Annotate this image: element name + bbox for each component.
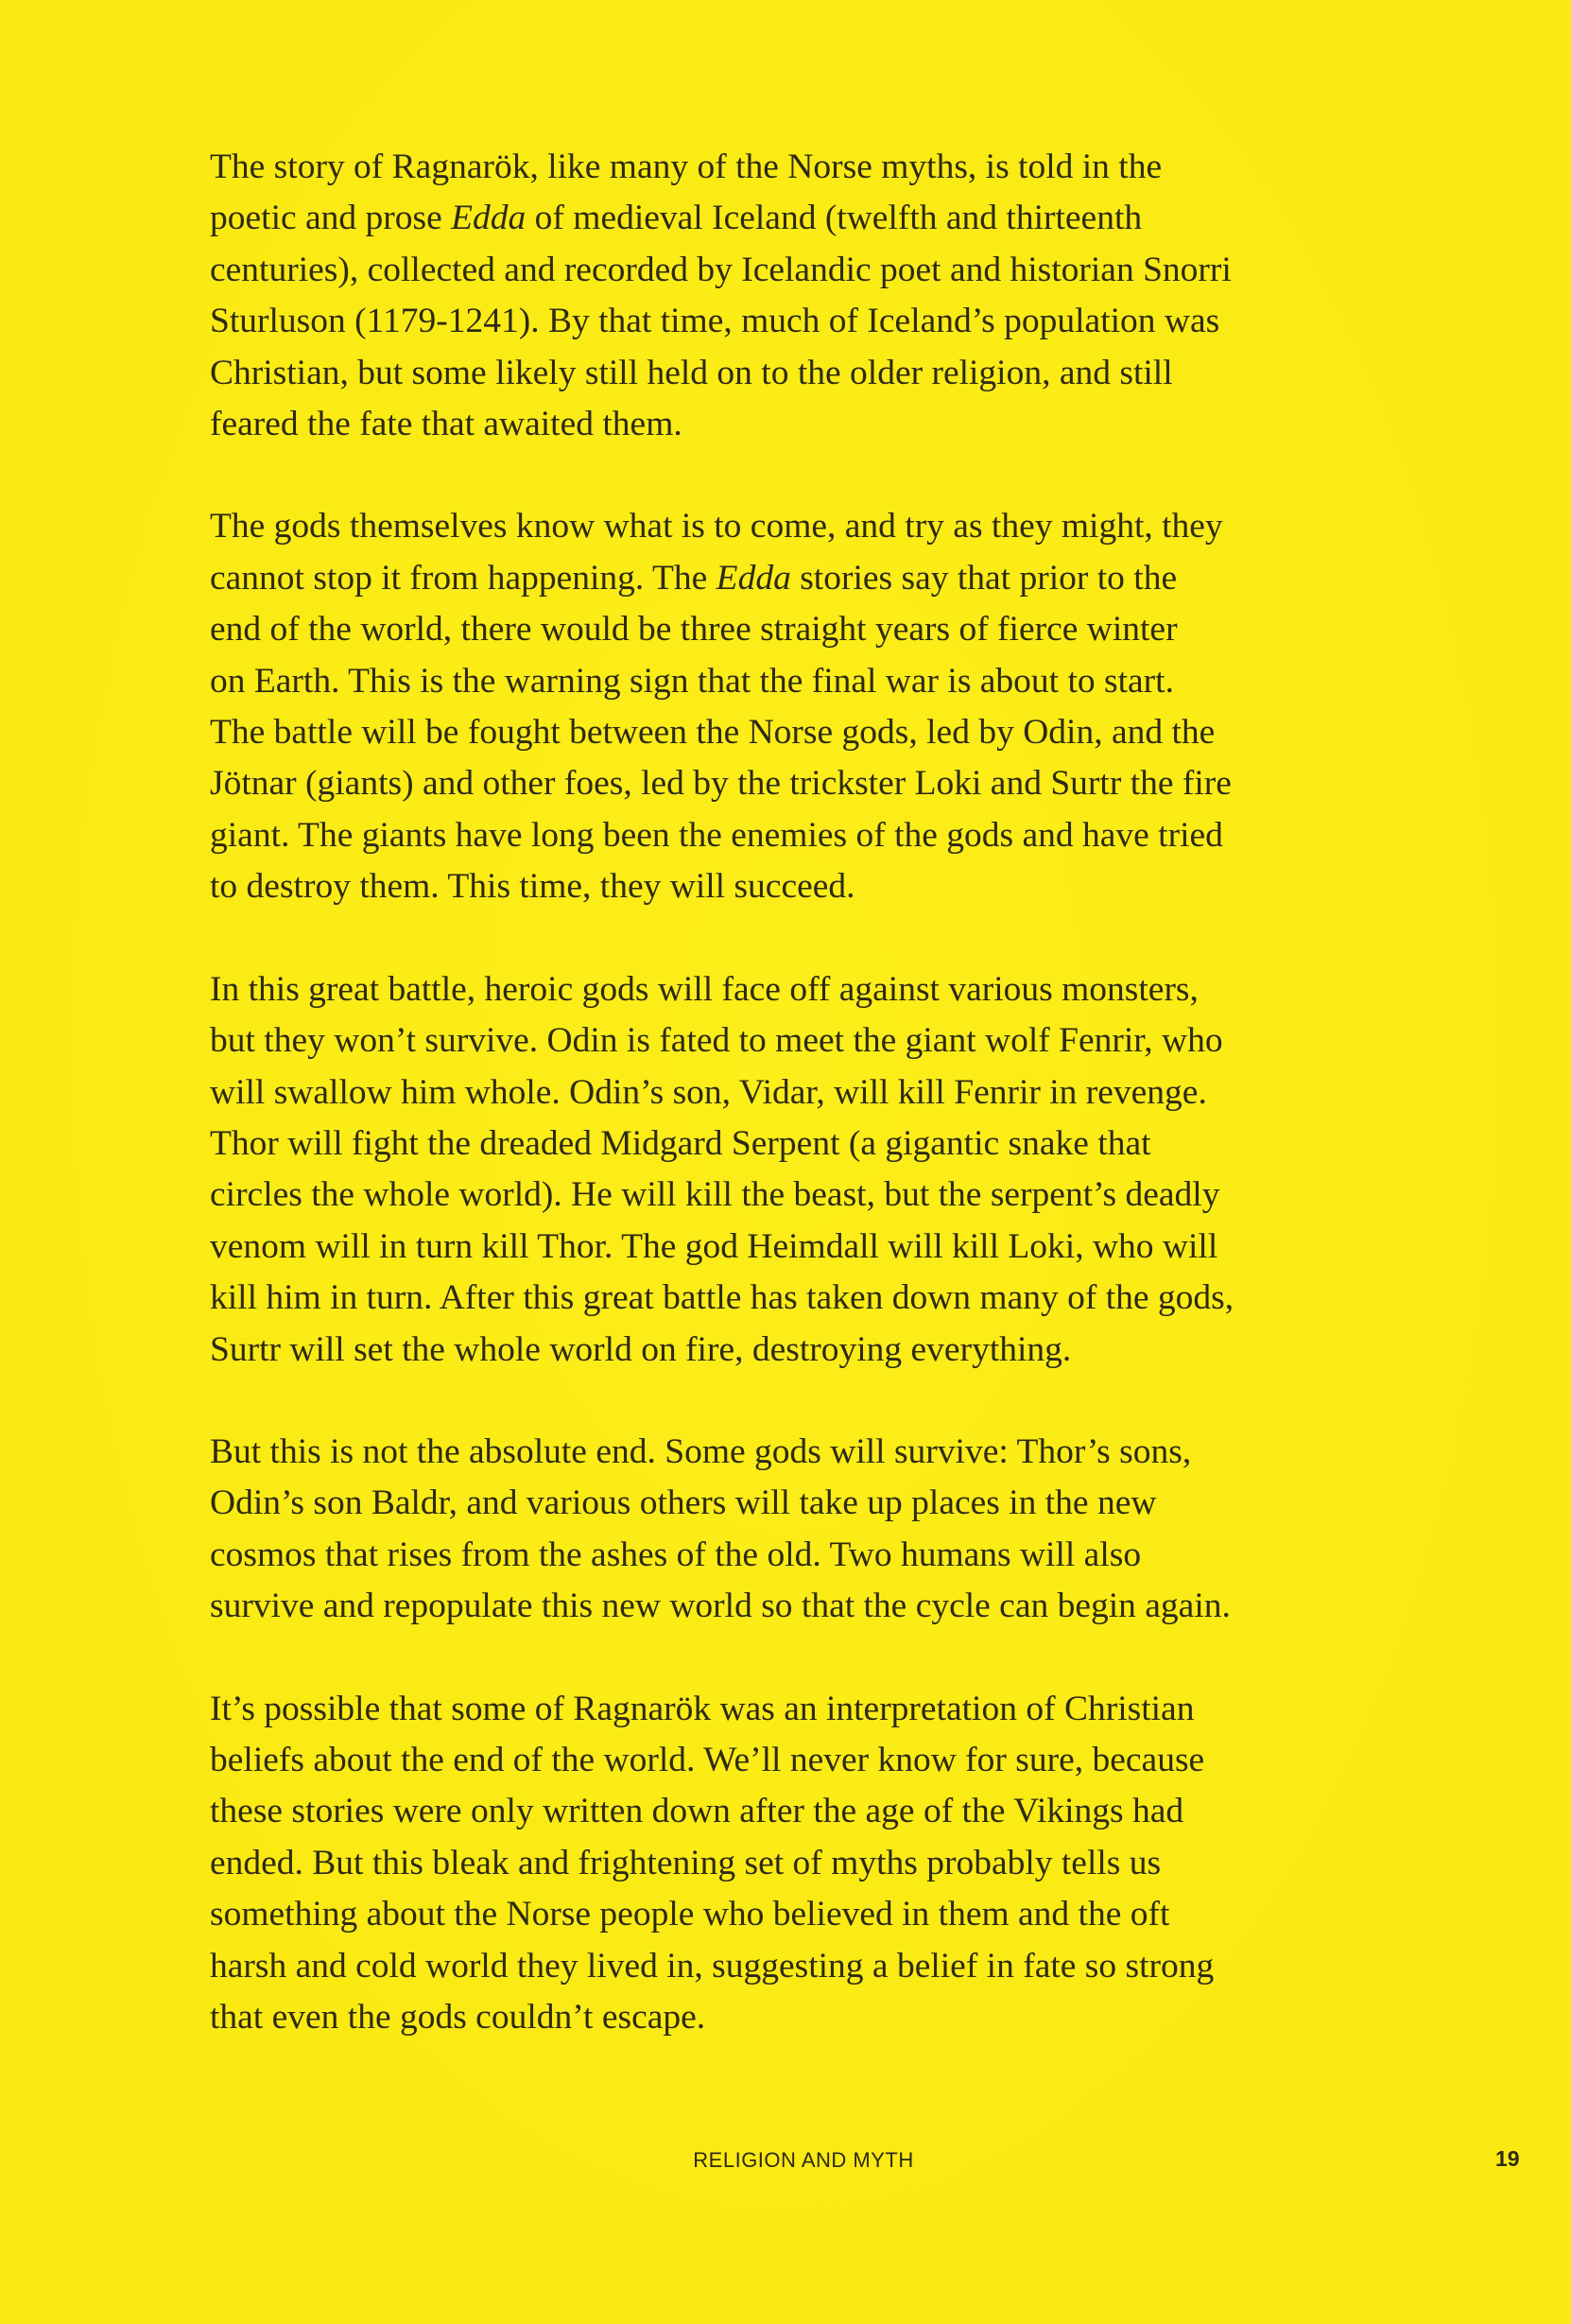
text-line: Christian, but some likely still held on to the older religion, and still bbox=[210, 353, 1173, 392]
text-line: that even the gods couldn’t escape. bbox=[210, 1998, 706, 2037]
text-line: Thor will fight the dreaded Midgard Serpent (a gigantic snake that bbox=[210, 1123, 1151, 1163]
text-line: ended. But this bleak and frightening set of myths probably tells us bbox=[210, 1843, 1162, 1882]
paragraph-4 bbox=[210, 1427, 1420, 1633]
text-line: to destroy them. This time, they will succeed. bbox=[210, 867, 855, 907]
text-line: The gods themselves know what is to come, and try as they might, they bbox=[210, 507, 1223, 546]
paragraph-5 bbox=[210, 1684, 1420, 2044]
text-line: In this great battle, heroic gods will face off against various monsters, bbox=[210, 969, 1199, 1009]
text-line: survive and repopulate this new world so that the cycle can begin again. bbox=[210, 1587, 1231, 1626]
page-number: 19 bbox=[1495, 2146, 1520, 2171]
text-line: feared the fate that awaited them. bbox=[210, 405, 682, 444]
text-line: The battle will be fought between the Norse gods, led by Odin, and the bbox=[210, 713, 1216, 753]
paragraph-3 bbox=[210, 964, 1420, 1376]
text-line: Surtr will set the whole world on fire, destroying everything. bbox=[210, 1329, 1072, 1369]
paragraph-2 bbox=[210, 501, 1420, 912]
text-line: giant. The giants have long been the enemies of the gods and have tried bbox=[210, 815, 1223, 855]
text-line: kill him in turn. After this great battle has taken down many of the gods, bbox=[210, 1278, 1234, 1318]
text-line: something about the Norse people who believed in them and the oft bbox=[210, 1895, 1170, 1934]
text-line: end of the world, there would be three straight years of fierce winter bbox=[210, 610, 1178, 650]
text-line: on Earth. This is the warning sign that the final war is about to start. bbox=[210, 661, 1174, 701]
text-line: Odin’s son Baldr, and various others will take up places in the new bbox=[210, 1483, 1157, 1523]
text-line: these stories were only written down after the age of the Vikings had bbox=[210, 1792, 1184, 1831]
text-line: It’s possible that some of Ragnarök was an interpretation of Christian bbox=[210, 1689, 1195, 1728]
text-line: centuries), collected and recorded by Icelandic poet and historian Snorri bbox=[210, 250, 1232, 289]
text-line: But this is not the absolute end. Some gods will survive: Thor’s sons, bbox=[210, 1431, 1192, 1471]
body-text bbox=[210, 142, 1420, 2094]
text-line: Sturluson (1179-1241). By that time, much of Iceland’s population was bbox=[210, 302, 1220, 341]
text-line: harsh and cold world they lived in, suggesting a belief in fate so strong bbox=[210, 1946, 1215, 1986]
text-line: cannot stop it from happening. The Edda stories say that prior to the bbox=[210, 558, 1178, 598]
text-line: will swallow him whole. Odin’s son, Vidar, will kill Fenrir in revenge. bbox=[210, 1072, 1207, 1112]
text-line: beliefs about the end of the world. We’ll never know for sure, because bbox=[210, 1740, 1205, 1779]
running-footer-section-title: RELIGION AND MYTH bbox=[693, 2148, 914, 2172]
paragraph-1 bbox=[210, 142, 1420, 450]
text-line: cosmos that rises from the ashes of the old. Two humans will also bbox=[210, 1535, 1142, 1574]
italic-title-edda: Edda bbox=[451, 199, 527, 238]
text-line: circles the whole world). He will kill the beast, but the serpent’s deadly bbox=[210, 1175, 1220, 1215]
text-line: poetic and prose Edda of medieval Iceland (twelfth and thirteenth bbox=[210, 199, 1143, 238]
text-line: venom will in turn kill Thor. The god Heimdall will kill Loki, who will bbox=[210, 1226, 1218, 1266]
text-line: Jötnar (giants) and other foes, led by the trickster Loki and Surtr the fire bbox=[210, 764, 1232, 804]
text-line: The story of Ragnarök, like many of the Norse myths, is told in the bbox=[210, 147, 1163, 186]
italic-title-edda: Edda bbox=[716, 558, 791, 598]
text-line: but they won’t survive. Odin is fated to meet the giant wolf Fenrir, who bbox=[210, 1021, 1223, 1061]
